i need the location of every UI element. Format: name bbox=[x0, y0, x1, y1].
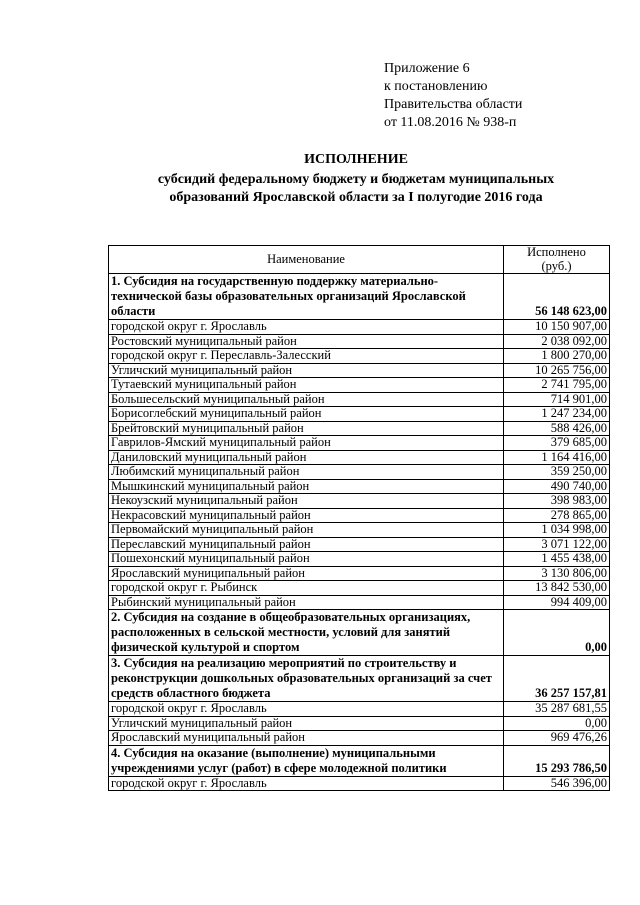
section-row bbox=[109, 610, 610, 656]
table-row bbox=[109, 508, 610, 523]
municipality-name: Угличский муниципальный район bbox=[109, 363, 504, 378]
table-row bbox=[109, 378, 610, 393]
municipality-name: Большесельский муниципальный район bbox=[109, 392, 504, 407]
table-row bbox=[109, 716, 610, 731]
amount-cell: 2 038 092,00 bbox=[504, 334, 610, 349]
amount-cell: 588 426,00 bbox=[504, 421, 610, 436]
document-subtitle-text: субсидий федеральному бюджету и бюджетам муниципальных образований Ярославской области за I полугодие 2016 года bbox=[157, 172, 555, 205]
appendix-line: от 11.08.2016 № 938-п bbox=[384, 115, 517, 130]
section-total: 15 293 786,50 bbox=[504, 745, 610, 776]
municipality-name: Пошехонский муниципальный район bbox=[109, 552, 504, 567]
table-row bbox=[109, 552, 610, 567]
municipality-name: Рыбинский муниципальный район bbox=[109, 595, 504, 610]
document-title: ИСПОЛНЕНИЕ bbox=[304, 152, 408, 167]
header-amount: Исполнено (руб.) bbox=[504, 246, 610, 274]
municipality-name: городской округ г. Рыбинск bbox=[109, 581, 504, 596]
table-row bbox=[109, 436, 610, 451]
appendix-line: Приложение 6 bbox=[384, 61, 470, 76]
table-row bbox=[109, 392, 610, 407]
section-row bbox=[109, 656, 610, 702]
section-title: 3. Субсидия на реализацию мероприятий по строительству и реконструкции дошкольных образовательных организаций за счет средств областного бюджета bbox=[109, 656, 504, 702]
table-row bbox=[109, 776, 610, 791]
amount-cell: 969 476,26 bbox=[504, 731, 610, 746]
amount-cell: 13 842 530,00 bbox=[504, 581, 610, 596]
execution-table bbox=[108, 245, 610, 791]
amount-cell: 3 130 806,00 bbox=[504, 566, 610, 581]
table-row bbox=[109, 479, 610, 494]
table-row bbox=[109, 320, 610, 335]
municipality-name: Угличский муниципальный район bbox=[109, 716, 504, 731]
municipality-name: Первомайский муниципальный район bbox=[109, 523, 504, 538]
section-row bbox=[109, 274, 610, 320]
table-row bbox=[109, 450, 610, 465]
table-row bbox=[109, 407, 610, 422]
amount-cell: 2 741 795,00 bbox=[504, 378, 610, 393]
municipality-name: городской округ г. Ярославль bbox=[109, 776, 504, 791]
section-row bbox=[109, 745, 610, 776]
municipality-name: Гаврилов-Ямский муниципальный район bbox=[109, 436, 504, 451]
municipality-name: Ярославский муниципальный район bbox=[109, 566, 504, 581]
municipality-name: Ростовский муниципальный район bbox=[109, 334, 504, 349]
amount-cell: 3 071 122,00 bbox=[504, 537, 610, 552]
appendix-line: Правительства области bbox=[384, 97, 523, 112]
amount-cell: 714 901,00 bbox=[504, 392, 610, 407]
table-row bbox=[109, 581, 610, 596]
amount-cell: 994 409,00 bbox=[504, 595, 610, 610]
amount-cell: 10 265 756,00 bbox=[504, 363, 610, 378]
municipality-name: Любимский муниципальный район bbox=[109, 465, 504, 480]
table-row bbox=[109, 566, 610, 581]
municipality-name: Переславский муниципальный район bbox=[109, 537, 504, 552]
section-title: 4. Субсидия на оказание (выполнение) муниципальными учреждениями услуг (работ) в сфере молодежной политики bbox=[109, 745, 504, 776]
section-title: 2. Субсидия на создание в общеобразовательных организациях, расположенных в сельской местности, условий для занятий физической культурой и спортом bbox=[109, 610, 504, 656]
municipality-name: Борисоглебский муниципальный район bbox=[109, 407, 504, 422]
section-total: 36 257 157,81 bbox=[504, 656, 610, 702]
amount-cell: 1 034 998,00 bbox=[504, 523, 610, 538]
table-row bbox=[109, 702, 610, 717]
amount-cell: 546 396,00 bbox=[504, 776, 610, 791]
municipality-name: Ярославский муниципальный район bbox=[109, 731, 504, 746]
municipality-name: Мышкинский муниципальный район bbox=[109, 479, 504, 494]
table-row bbox=[109, 595, 610, 610]
municipality-name: городской округ г. Ярославль bbox=[109, 320, 504, 335]
amount-cell: 0,00 bbox=[504, 716, 610, 731]
municipality-name: Некоузский муниципальный район bbox=[109, 494, 504, 509]
amount-cell: 398 983,00 bbox=[504, 494, 610, 509]
table-header-row bbox=[109, 246, 610, 274]
municipality-name: Даниловский муниципальный район bbox=[109, 450, 504, 465]
municipality-name: городской округ г. Переславль-Залесский bbox=[109, 349, 504, 364]
amount-cell: 1 455 438,00 bbox=[504, 552, 610, 567]
section-total: 0,00 bbox=[504, 610, 610, 656]
appendix-note bbox=[384, 60, 522, 132]
section-title: 1. Субсидия на государственную поддержку материально-технической базы образовательных организаций Ярославской области bbox=[109, 274, 504, 320]
table-row bbox=[109, 349, 610, 364]
appendix-line: к постановлению bbox=[384, 79, 488, 94]
table-row bbox=[109, 465, 610, 480]
amount-cell: 10 150 907,00 bbox=[504, 320, 610, 335]
municipality-name: городской округ г. Ярославль bbox=[109, 702, 504, 717]
document-subtitle bbox=[0, 171, 640, 207]
table-row bbox=[109, 363, 610, 378]
amount-cell: 35 287 681,55 bbox=[504, 702, 610, 717]
table-row bbox=[109, 523, 610, 538]
amount-cell: 379 685,00 bbox=[504, 436, 610, 451]
table-body bbox=[109, 274, 610, 791]
municipality-name: Некрасовский муниципальный район bbox=[109, 508, 504, 523]
table-row bbox=[109, 537, 610, 552]
table-row bbox=[109, 494, 610, 509]
municipality-name: Тутаевский муниципальный район bbox=[109, 378, 504, 393]
amount-cell: 490 740,00 bbox=[504, 479, 610, 494]
table-row bbox=[109, 731, 610, 746]
header-name: Наименование bbox=[109, 246, 504, 274]
amount-cell: 1 164 416,00 bbox=[504, 450, 610, 465]
amount-cell: 278 865,00 bbox=[504, 508, 610, 523]
table-row bbox=[109, 421, 610, 436]
amount-cell: 1 800 270,00 bbox=[504, 349, 610, 364]
table-row bbox=[109, 334, 610, 349]
section-total: 56 148 623,00 bbox=[504, 274, 610, 320]
amount-cell: 359 250,00 bbox=[504, 465, 610, 480]
amount-cell: 1 247 234,00 bbox=[504, 407, 610, 422]
municipality-name: Брейтовский муниципальный район bbox=[109, 421, 504, 436]
